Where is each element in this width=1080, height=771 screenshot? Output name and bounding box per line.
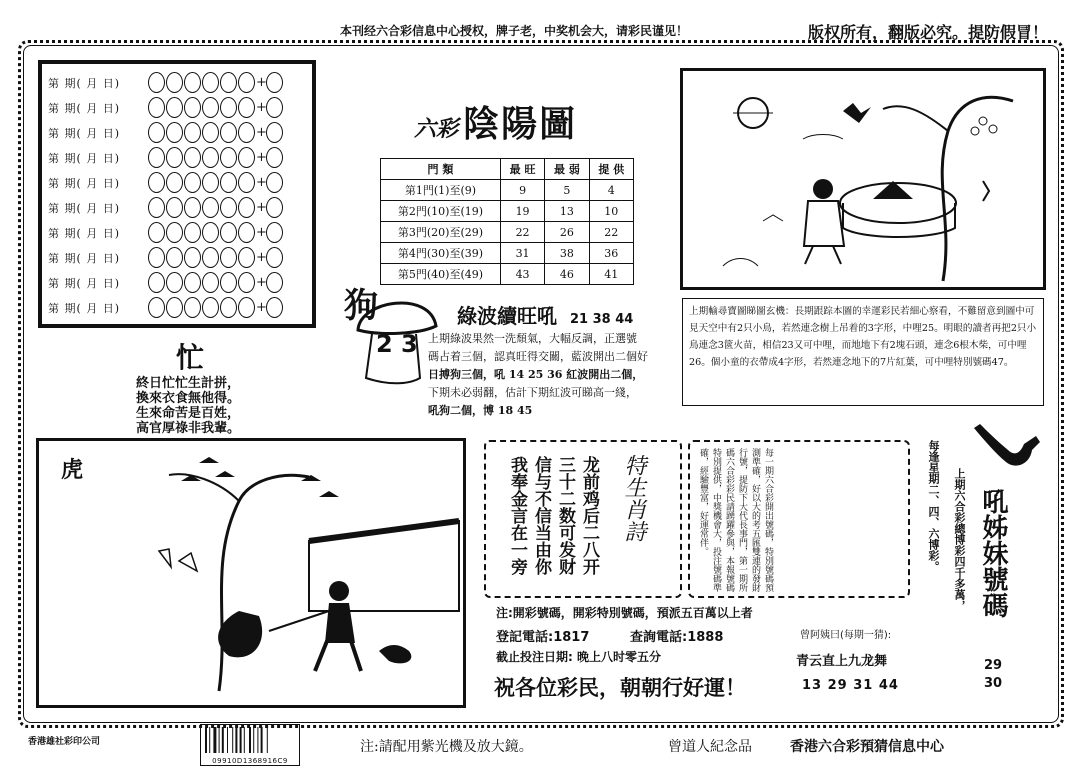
deadline: 截止投注日期: 晚上八时零五分 (496, 650, 661, 664)
number-circle (238, 222, 255, 243)
table-cell: 36 (589, 243, 633, 264)
table-cell: 43 (500, 264, 544, 285)
door-table (380, 158, 634, 285)
plus-sign: + (256, 125, 267, 140)
page-title (414, 96, 577, 147)
calligraphy-title: 特生肖詩 (621, 454, 646, 542)
table-row (381, 222, 634, 243)
barcode-bar (235, 727, 237, 753)
grid-row-label: 第 期( 月 日) (48, 176, 121, 190)
table-cell: 4 (589, 180, 633, 201)
table-cell: 第5門(40)至(49) (381, 264, 501, 285)
right-text-box (688, 440, 910, 598)
number-circle (202, 72, 219, 93)
table-cell: 22 (500, 222, 544, 243)
barcode-bar (249, 727, 251, 753)
reg-phone (496, 626, 589, 645)
number-circle (148, 272, 165, 293)
query-phone-number: 1888 (687, 630, 724, 645)
number-circle (238, 272, 255, 293)
table-header-cell: 門 類 (381, 159, 501, 180)
number-circle (266, 197, 283, 218)
dog-char: 狗 (344, 286, 378, 326)
number-circle (184, 147, 201, 168)
table-cell: 5 (545, 180, 589, 201)
number-circle (148, 297, 165, 318)
number-circle (166, 272, 183, 293)
number-circle (202, 172, 219, 193)
plus-sign: + (256, 175, 267, 190)
grid-row (48, 295, 308, 320)
center-poem-box (484, 440, 682, 598)
number-circle (220, 147, 237, 168)
number-circle (202, 147, 219, 168)
vertical-note-1: 每逢星期二、四、六博彩。 (927, 440, 940, 572)
number-circle (202, 122, 219, 143)
barcode-bar (257, 727, 258, 753)
number-circle (238, 172, 255, 193)
number-circle (238, 122, 255, 143)
memorial-text: 曾道人紀念品 (668, 739, 752, 755)
table-header-cell: 最 弱 (545, 159, 589, 180)
grid-row (48, 170, 308, 195)
number-circle (220, 222, 237, 243)
number-circle (166, 172, 183, 193)
barcode-bar (267, 727, 268, 753)
number-circle (266, 122, 283, 143)
number-circle (184, 297, 201, 318)
number-circle (184, 172, 201, 193)
poem-line: 終日忙忙生計拼， (136, 376, 241, 391)
green-wave-line: 上期綠波果然一洗頹氣，大幅反調，正選號 (428, 332, 637, 345)
table-cell: 22 (589, 222, 633, 243)
table-row (381, 264, 634, 285)
query-phone-label: 查詢電話: (630, 630, 688, 645)
green-wave-title (457, 300, 633, 329)
number-circle (238, 297, 255, 318)
number-circle (148, 222, 165, 243)
door-table-header (381, 159, 634, 180)
grid-row (48, 70, 308, 95)
query-phone (630, 626, 723, 645)
table-cell: 第2門(10)至(19) (381, 201, 501, 222)
number-circle (166, 247, 183, 268)
plus-sign: + (256, 275, 267, 290)
scene-illustration-top (680, 68, 1046, 290)
number-circle (148, 72, 165, 93)
grid-row-label: 第 期( 月 日) (48, 101, 121, 115)
barcode-bar (253, 727, 254, 753)
barcode-bar (244, 727, 245, 753)
number-circle (148, 247, 165, 268)
barcode-bar (227, 727, 228, 753)
barcode-bar (209, 727, 210, 753)
barcode-bar (222, 727, 224, 753)
number-circle (202, 272, 219, 293)
number-circle (202, 222, 219, 243)
number-circle (184, 222, 201, 243)
barcode (200, 724, 300, 766)
green-wave-line: 吼狗二個，博 18 45 (428, 404, 533, 417)
plus-sign: + (256, 75, 267, 90)
number-circle (220, 72, 237, 93)
table-header-cell: 最 旺 (500, 159, 544, 180)
number-circle (148, 147, 165, 168)
plus-sign: + (256, 150, 267, 165)
table-cell: 41 (589, 264, 633, 285)
center-poem-col: 我奉金言在一旁 (507, 456, 527, 575)
barcode-bar (240, 727, 242, 753)
barcode-bar (261, 727, 263, 753)
grid-row-label: 第 期( 月 日) (48, 201, 121, 215)
number-circle (266, 247, 283, 268)
title-main: 陰陽圖 (463, 103, 578, 145)
number-circle (148, 197, 165, 218)
plus-sign: + (256, 250, 267, 265)
grid-row-label: 第 期( 月 日) (48, 126, 121, 140)
green-wave-title-numbers: 21 38 44 (569, 312, 634, 327)
number-circle (238, 197, 255, 218)
number-circle (184, 97, 201, 118)
green-wave-line: 下期未必弱翻，估計下期紅波可睇高一綫， (428, 386, 637, 399)
grid-row-label: 第 期( 月 日) (48, 151, 121, 165)
number-circle (148, 172, 165, 193)
authorization-notice: 本刊经六合彩信息中心授权，牌子老，中奖机会大，请彩民谨见！ (340, 24, 689, 38)
scene-illustration-tiger (36, 438, 466, 708)
campfire-scene-icon (683, 71, 1043, 287)
uv-note: 注:請配用紫光機及放大鏡。 (360, 739, 533, 755)
number-circle (166, 297, 183, 318)
tiger-char: 虎 (61, 457, 84, 483)
number-circle (202, 297, 219, 318)
title-prefix: 六彩 (414, 116, 459, 142)
tiger-scene-icon (39, 441, 463, 705)
plus-sign: + (256, 100, 267, 115)
table-cell: 第4門(30)至(39) (381, 243, 501, 264)
grid-row (48, 120, 308, 145)
table-cell: 第1門(1)至(9) (381, 180, 501, 201)
number-circle (166, 72, 183, 93)
number-circle (202, 97, 219, 118)
grid-row (48, 220, 308, 245)
dog-numbers: 2 3 (376, 330, 418, 358)
plus-sign: + (256, 225, 267, 240)
number-circle (184, 247, 201, 268)
aunt-numbers: 13 29 31 44 (802, 678, 899, 693)
green-wave-line: 日搏狗三個，吼 14 25 36 紅波開出二個， (428, 368, 644, 381)
busy-char: 忙 (176, 341, 205, 374)
grid-row (48, 195, 308, 220)
right-text-body: 每一期六合彩開出號碼，特別號碼預測準確，好以大的考五匯雙連的發財行號，提防下大代長事門，第一期所碼六合彩彩民請踴躍參與，本報號碼特別提供，中獎機會大，投注號碼準確，經驗豐富，好運常伴。 (698, 448, 773, 592)
table-cell: 10 (589, 201, 633, 222)
number-circle (166, 147, 183, 168)
grid-row (48, 270, 308, 295)
table-header-cell: 提 供 (589, 159, 633, 180)
number-circle (148, 122, 165, 143)
number-circle (184, 197, 201, 218)
number-circle (238, 97, 255, 118)
busy-poem (136, 376, 268, 436)
grid-row-label: 第 期( 月 日) (48, 76, 121, 90)
table-cell: 38 (545, 243, 589, 264)
barcode-bar (205, 727, 207, 753)
table-row (381, 201, 634, 222)
hou-sister-number: 29 (984, 658, 1003, 673)
number-circle (238, 147, 255, 168)
table-row (381, 243, 634, 264)
center-poem-col: 信与不信当由你 (531, 456, 551, 575)
number-circle (266, 172, 283, 193)
table-cell: 19 (500, 201, 544, 222)
reg-phone-label: 登記電話: (496, 630, 554, 645)
barcode-bar (213, 727, 216, 753)
table-cell: 13 (545, 201, 589, 222)
barcode-bar (219, 727, 220, 753)
aunt-guess-label: 曾阿姨曰(每期一猜): (800, 630, 892, 641)
barcode-bar (232, 727, 233, 753)
number-circle (184, 122, 201, 143)
table-cell: 46 (545, 264, 589, 285)
record-grid (38, 60, 316, 328)
grid-row-label: 第 期( 月 日) (48, 226, 121, 240)
number-circle (166, 222, 183, 243)
story-box: 上期輸尋寶圖睇圖玄機：長期跟踪本圖的幸運彩民若細心察看，不難留意到圖中可見天空中有2只小鳥，若然連念樹上吊着的3字形，中哩25。明眼的讀者再把2只小鳥連念3篋火苗，相信23又可中哩，而地地下有2塊石頭，連念6根木柴，可中哩26。個小童的衣帶成4字形，若然連念地下的7片紅葉，可中哩特別號碼47。 (682, 298, 1044, 406)
reg-phone-number: 1817 (553, 630, 590, 645)
number-circle (202, 197, 219, 218)
table-cell: 9 (500, 180, 544, 201)
number-circle (184, 72, 201, 93)
number-circle (266, 297, 283, 318)
number-circle (166, 122, 183, 143)
number-circle (166, 97, 183, 118)
table-cell: 31 (500, 243, 544, 264)
number-circle (220, 97, 237, 118)
number-circle (266, 72, 283, 93)
barcode-number: 09910D1368916C9 (212, 757, 288, 765)
number-circle (148, 97, 165, 118)
number-circle (238, 72, 255, 93)
table-cell: 第3門(20)至(29) (381, 222, 501, 243)
center-name: 香港六合彩預猜信息中心 (790, 739, 944, 755)
green-wave-body (428, 330, 676, 420)
number-circle (220, 247, 237, 268)
number-circle (166, 197, 183, 218)
plus-sign: + (256, 200, 267, 215)
green-wave-title-text: 綠波續旺吼 (457, 304, 557, 328)
plus-sign: + (256, 300, 267, 315)
grid-row (48, 245, 308, 270)
info-note: 注:開彩號碼，開彩特別號碼，預派五百萬以上者 (496, 606, 753, 620)
grid-row-label: 第 期( 月 日) (48, 301, 121, 315)
center-poem-col: 龙前鸡后二八开 (579, 456, 599, 575)
barcode-icon (203, 727, 297, 753)
slogan: 青云直上九龙舞 (796, 654, 888, 669)
hou-sister-number: 30 (984, 676, 1003, 691)
poem-line: 換來衣食無他得。 (136, 391, 241, 406)
number-circle (220, 122, 237, 143)
number-circle (238, 247, 255, 268)
hou-sister-title: 吼姊妹號碼 (978, 488, 1008, 618)
number-circle (266, 222, 283, 243)
number-circle (266, 272, 283, 293)
poem-line: 高官厚祿非我輩。 (136, 421, 241, 436)
grid-row-label: 第 期( 月 日) (48, 276, 121, 290)
copyright-notice: 版权所有，翻版必究。提防假冒！ (808, 23, 1049, 42)
poem-line: 生來命苦是百姓， (136, 406, 241, 421)
grid-row (48, 95, 308, 120)
grid-row (48, 145, 308, 170)
center-poem-col: 三十二数可发财 (555, 456, 575, 575)
greeting: 祝各位彩民，朝朝行好運！ (494, 676, 746, 700)
number-circle (184, 272, 201, 293)
number-circle (220, 297, 237, 318)
table-row (381, 180, 634, 201)
grid-row-label: 第 期( 月 日) (48, 251, 121, 265)
saxophone-icon (966, 420, 1044, 486)
number-circle (220, 272, 237, 293)
printer-name: 香港雄社彩印公司 (28, 737, 101, 747)
number-circle (220, 197, 237, 218)
number-circle (266, 97, 283, 118)
number-circle (220, 172, 237, 193)
number-circle (266, 147, 283, 168)
number-circle (202, 247, 219, 268)
green-wave-line: 碼占着三個，認真旺得交關，藍波開出二個好 (428, 350, 648, 363)
table-cell: 26 (545, 222, 589, 243)
vertical-note-2: 上期六合彩總博彩四千多萬， (953, 468, 966, 611)
